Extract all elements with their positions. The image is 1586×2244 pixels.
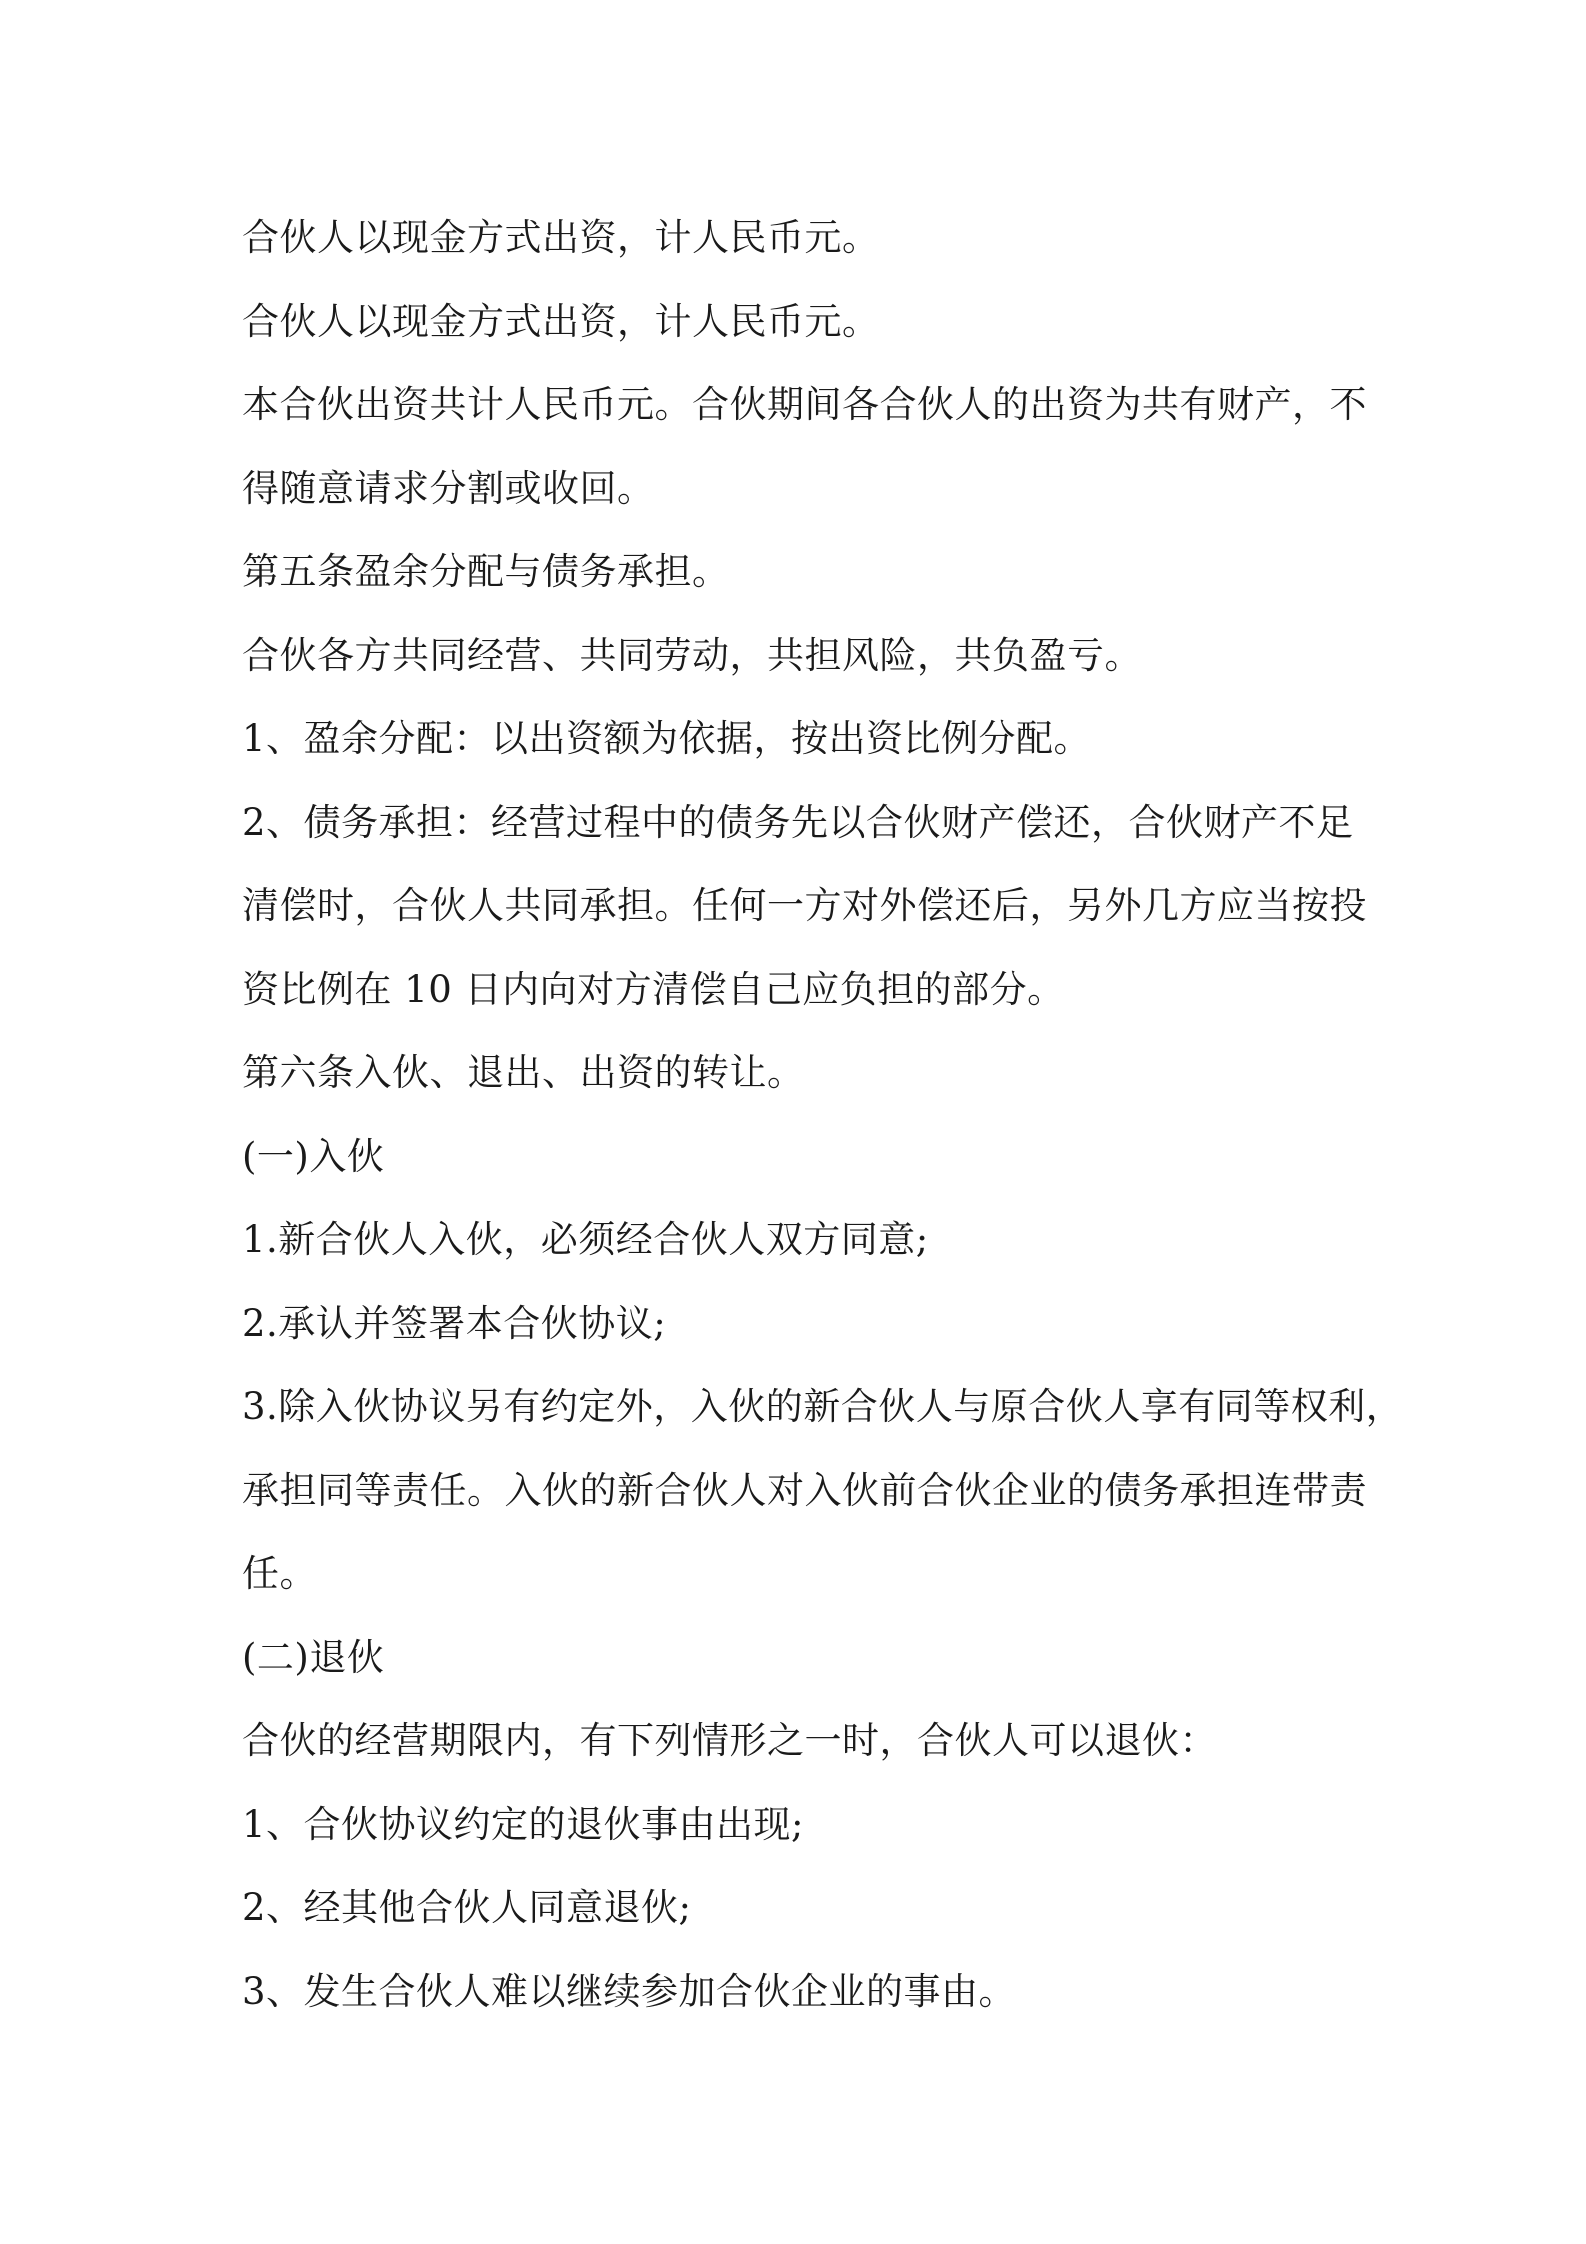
subsection-heading: (一)入伙: [242, 1134, 385, 1178]
section-heading: 第六条入伙、退出、出资的转让。: [242, 1051, 805, 1094]
paragraph-line: 清偿时，合伙人共同承担。任何一方对外偿还后，另外几方应当按投: [242, 884, 1367, 927]
paragraph-line: 合伙各方共同经营、共同劳动，共担风险，共负盈亏。: [242, 633, 1142, 677]
paragraph-line: 承担同等责任。入伙的新合伙人对入伙前合伙企业的债务承担连带责: [242, 1468, 1367, 1512]
paragraph-line: 任。: [242, 1552, 317, 1595]
paragraph-line: 合伙人以现金方式出资，计人民币元。: [242, 299, 880, 343]
list-item: 1.新合伙人入伙，必须经合伙人双方同意;: [242, 1218, 929, 1261]
paragraph-line: 合伙的经营期限内，有下列情形之一时，合伙人可以退伙：: [242, 1719, 1217, 1762]
paragraph-line: 资比例在 10 日内向对方清偿自己应负担的部分。: [242, 967, 1065, 1011]
list-item: 3、发生合伙人难以继续参加合伙企业的事由。: [242, 1969, 1017, 2013]
paragraph-line: 本合伙出资共计人民币元。合伙期间各合伙人的出资为共有财产，不: [242, 383, 1367, 426]
list-item: 1、合伙协议约定的退伙事由出现;: [242, 1802, 805, 1846]
list-item: 2、经其他合伙人同意退伙;: [242, 1886, 692, 1929]
list-item: 3.除入伙协议另有约定外，入伙的新合伙人与原合伙人享有同等权利，: [242, 1385, 1404, 1428]
list-item: 2、债务承担：经营过程中的债务先以合伙财产偿还，合伙财产不足: [242, 800, 1354, 844]
section-heading: 第五条盈余分配与债务承担。: [242, 550, 730, 593]
document-body: [242, 196, 1404, 2033]
paragraph-line: 得随意请求分割或收回。: [242, 466, 655, 510]
list-item: 1、盈余分配：以出资额为依据，按出资比例分配。: [242, 717, 1092, 760]
list-item: 2.承认并签署本合伙协议;: [242, 1301, 667, 1345]
subsection-heading: (二)退伙: [242, 1635, 385, 1679]
paragraph-line: 合伙人以现金方式出资，计人民币元。: [242, 216, 880, 259]
